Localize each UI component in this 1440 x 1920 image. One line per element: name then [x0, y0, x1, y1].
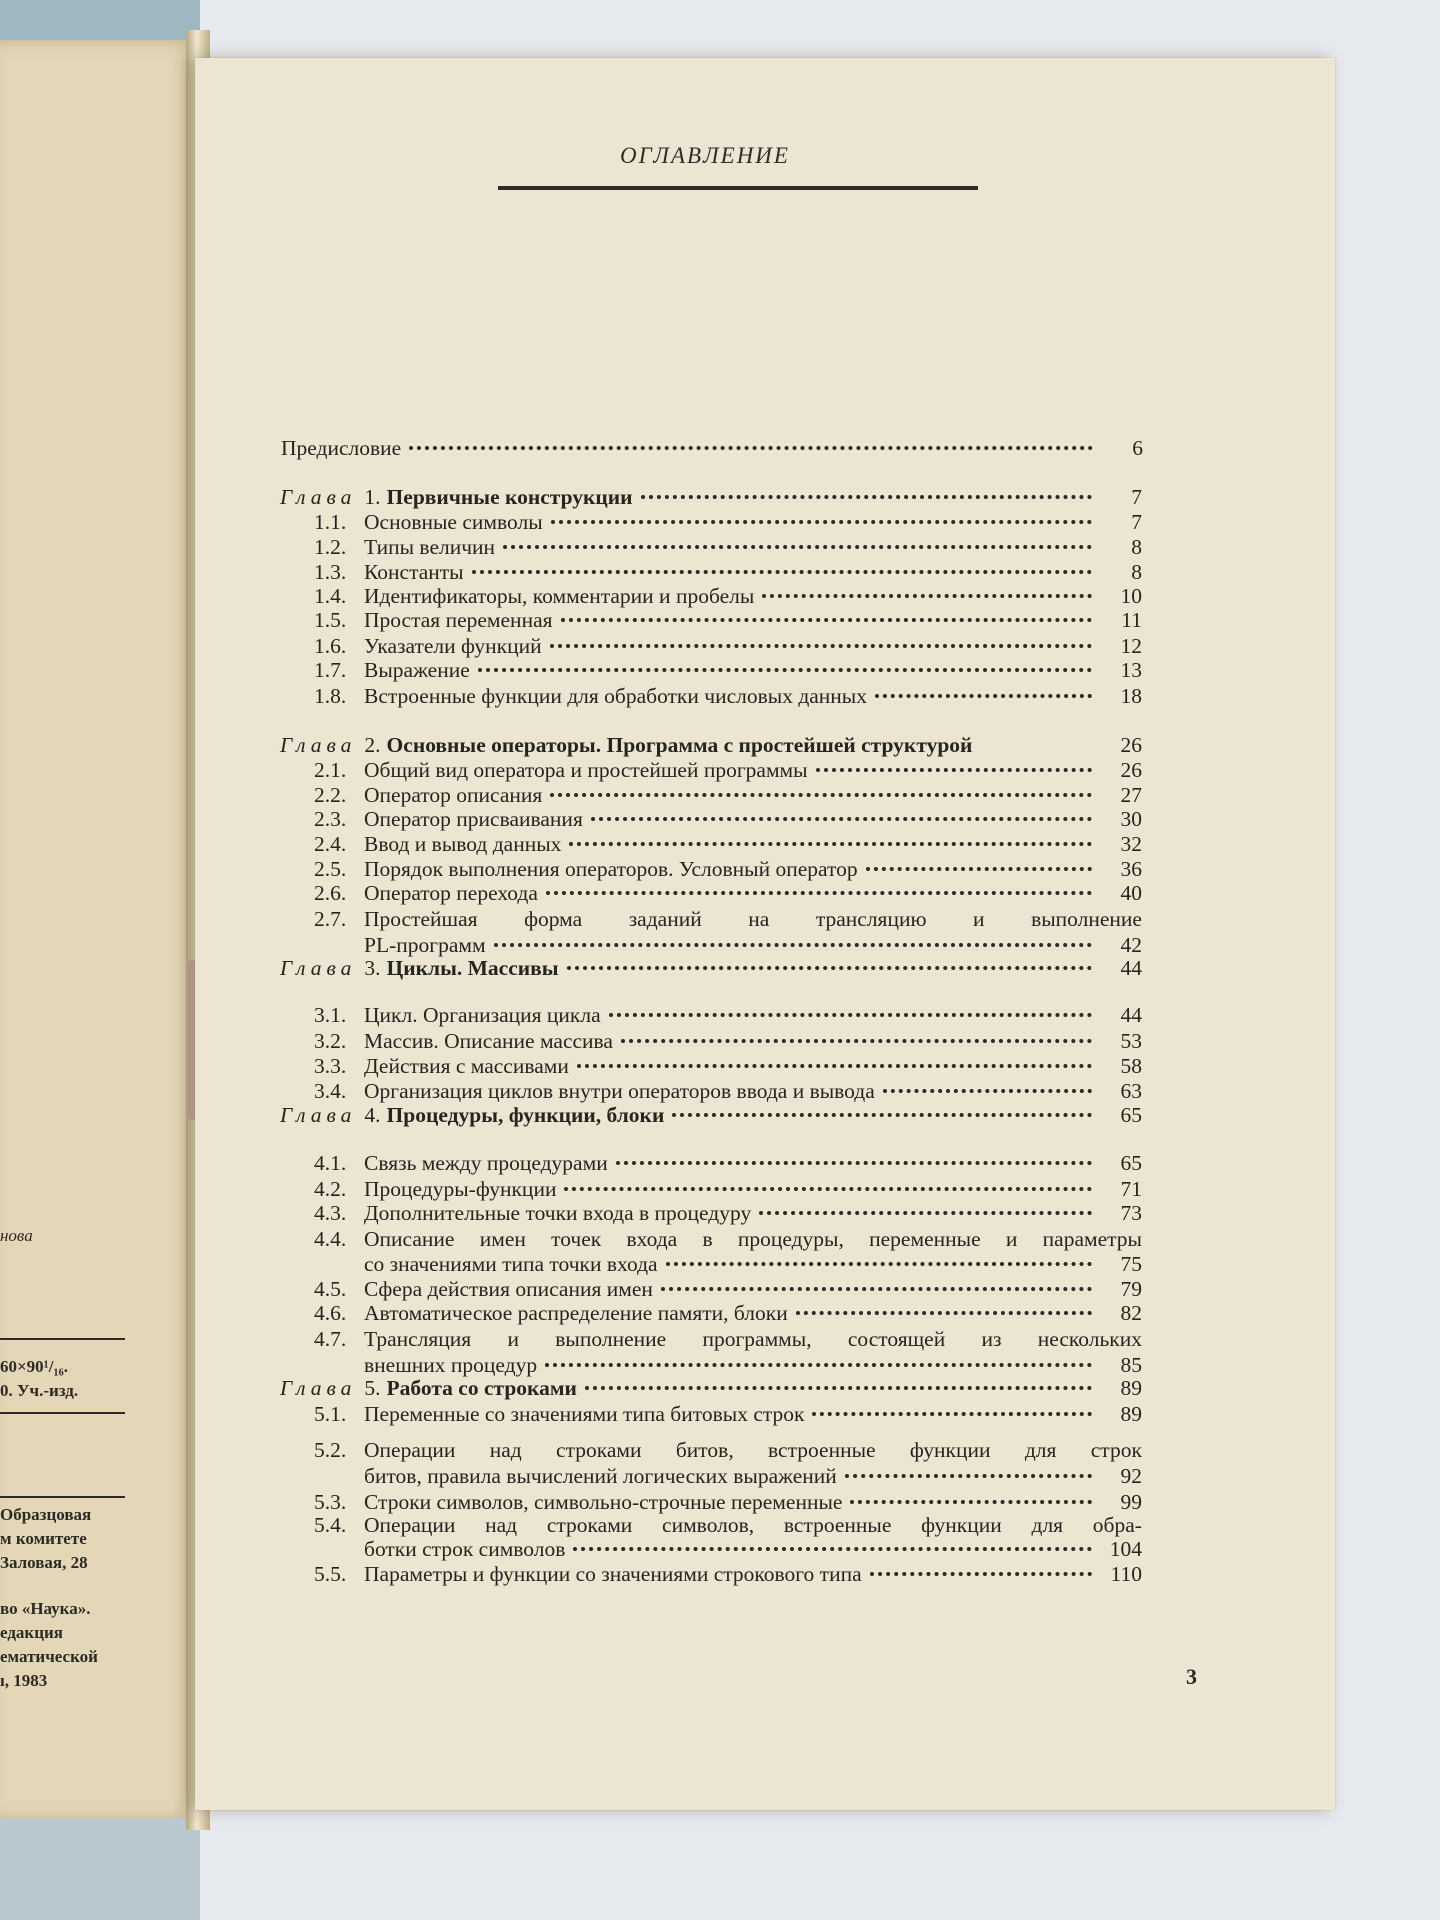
toc-chapter-row	[280, 733, 1142, 759]
section-number: 2.4.	[314, 832, 347, 856]
leader-dots	[472, 570, 1092, 574]
chapter-title: Работа со строками	[386, 1376, 577, 1400]
section-title	[364, 1438, 1142, 1463]
toc-page-number: 10	[1120, 584, 1142, 608]
section-number: 5.4.	[314, 1513, 347, 1537]
toc-section-row	[314, 658, 1142, 684]
section-title-word: Простейшая	[364, 907, 478, 931]
section-number: 5.2.	[314, 1438, 347, 1462]
section-title-word: имен	[479, 1227, 526, 1251]
leader-dots	[577, 1064, 1092, 1068]
section-title-word: обра-	[1092, 1513, 1142, 1537]
left-page-fragment: ематической	[0, 1647, 98, 1666]
toc-section-row	[314, 1277, 1142, 1303]
chapter-label: Глава	[280, 485, 357, 509]
leader-dots	[409, 446, 1093, 450]
section-title: Порядок выполнения операторов. Условный оператор	[364, 857, 858, 881]
section-title	[364, 1227, 1142, 1252]
toc-page-number: 53	[1120, 1029, 1142, 1053]
leader-dots	[816, 768, 1092, 772]
left-page-fragment: ı, 1983	[0, 1671, 48, 1690]
section-title-continued: ботки строк символов	[364, 1537, 566, 1561]
section-title-word: строками	[556, 1438, 642, 1462]
leader-dots	[762, 594, 1092, 598]
toc-page-number: 58	[1120, 1054, 1142, 1078]
toc-page-number: 7	[1131, 510, 1142, 534]
section-title: Строки символов, символьно-строчные переменные	[364, 1490, 843, 1514]
leader-dots	[573, 1547, 1092, 1551]
section-title: Встроенные функции для обработки числовых данных	[364, 684, 868, 708]
toc-section-row	[314, 584, 1142, 610]
leader-dots	[567, 966, 1092, 970]
chapter-title: Основные операторы. Программа с простейшей структурой	[386, 733, 973, 757]
section-title: Указатели функций	[364, 634, 542, 658]
toc-page-number: 42	[1120, 933, 1142, 957]
left-page-fragment: нова	[0, 1226, 33, 1245]
section-number: 4.2.	[314, 1177, 347, 1201]
leader-dots	[870, 1572, 1092, 1576]
leader-dots	[796, 1311, 1092, 1315]
chapter-number: 2.	[364, 733, 381, 757]
toc-section-row	[314, 1402, 1142, 1428]
section-title: Процедуры-функции	[364, 1177, 557, 1201]
section-title: Ввод и вывод данных	[364, 832, 562, 856]
section-number: 2.2.	[314, 783, 347, 807]
section-title	[364, 1513, 1142, 1538]
toc-chapter-row	[280, 485, 1142, 511]
section-title: Простая переменная	[364, 608, 553, 632]
left-facing-page	[0, 40, 201, 1820]
toc-section-row	[314, 832, 1142, 858]
toc-page-number: 71	[1120, 1177, 1142, 1201]
section-number: 5.1.	[314, 1402, 347, 1426]
leader-dots	[621, 1039, 1092, 1043]
toc-page-number: 79	[1120, 1277, 1142, 1301]
toc-section-row-continued	[364, 1252, 1142, 1278]
toc-page-number: 8	[1131, 560, 1142, 584]
toc-page-number: 7	[1131, 485, 1142, 509]
section-title: Связь между процедурами	[364, 1151, 608, 1175]
page-heading: ОГЛАВЛЕНИЕ	[620, 143, 790, 168]
section-title-word: строк	[1090, 1438, 1142, 1462]
section-title: Дополнительные точки входа в процедуру	[364, 1201, 752, 1225]
section-title-word: встроенные	[783, 1513, 892, 1537]
toc-section-row	[314, 634, 1142, 660]
toc-page-number: 12	[1120, 634, 1142, 658]
leader-dots	[672, 1113, 1092, 1117]
toc-section-row	[314, 783, 1142, 809]
leader-dots	[666, 1262, 1092, 1266]
toc-section-row	[314, 758, 1142, 784]
section-title: Переменные со значениями типа битовых строк	[364, 1402, 805, 1426]
toc-entry-title: Предисловие	[281, 436, 402, 460]
toc-section-row	[314, 1227, 1142, 1253]
section-title-continued: внешних процедур	[364, 1353, 538, 1377]
section-title: Сфера действия описания имен	[364, 1277, 653, 1301]
section-title-word: для	[1031, 1513, 1064, 1537]
section-title: Константы	[364, 560, 464, 584]
section-title-word: над	[485, 1513, 518, 1537]
section-title-word: состоящей	[847, 1327, 946, 1351]
section-number: 1.2.	[314, 535, 347, 559]
leader-dots	[478, 668, 1092, 672]
section-title-word: процедуры,	[737, 1227, 844, 1251]
toc-section-row	[314, 510, 1142, 536]
toc-page-number: 36	[1120, 857, 1142, 881]
section-number: 2.6.	[314, 881, 347, 905]
section-title-word: Трансляция	[364, 1327, 472, 1351]
section-title-word: битов,	[675, 1438, 734, 1462]
section-title-word: Операции	[364, 1513, 456, 1537]
toc-chapter-row	[280, 1103, 1142, 1129]
section-title-word: и	[973, 907, 985, 931]
section-number: 4.7.	[314, 1327, 347, 1351]
chapter-title: Первичные конструкции	[386, 485, 633, 509]
section-title-word: точек	[551, 1227, 602, 1251]
leader-dots	[609, 1013, 1092, 1017]
toc-page-number: 11	[1121, 608, 1142, 632]
section-number: 5.3.	[314, 1490, 347, 1514]
toc-section-row	[314, 857, 1142, 883]
section-title-word: встроенные	[768, 1438, 876, 1462]
toc-section-row-continued	[364, 1464, 1142, 1490]
toc-section-row	[314, 1054, 1142, 1080]
section-number: 3.1.	[314, 1003, 347, 1027]
section-number: 4.6.	[314, 1301, 347, 1325]
section-number: 1.5.	[314, 608, 347, 632]
toc-section-row	[314, 1079, 1142, 1105]
section-number: 1.1.	[314, 510, 347, 534]
toc-preface-row	[281, 436, 1143, 462]
toc-section-row	[314, 608, 1142, 634]
leader-dots	[494, 943, 1092, 947]
section-number: 5.5.	[314, 1562, 347, 1586]
toc-chapter-row	[280, 956, 1142, 982]
toc-section-row	[314, 1029, 1142, 1055]
section-number: 4.4.	[314, 1227, 347, 1251]
section-number: 2.1.	[314, 758, 347, 782]
section-number: 1.3.	[314, 560, 347, 584]
section-number: 2.3.	[314, 807, 347, 831]
toc-section-row	[314, 1513, 1142, 1539]
section-title-word: заданий	[628, 907, 702, 931]
section-title-word: на	[748, 907, 770, 931]
section-title-word: переменные	[869, 1227, 981, 1251]
toc-page-number: 89	[1120, 1402, 1142, 1426]
section-number: 1.6.	[314, 634, 347, 658]
book-cover-top-edge	[0, 0, 200, 40]
section-title-word: и	[1005, 1227, 1018, 1251]
page-number: 3	[1186, 1664, 1197, 1689]
toc-chapter-row	[280, 1376, 1142, 1402]
section-title: Выражение	[364, 658, 470, 682]
section-title-word: в	[702, 1227, 713, 1251]
leader-dots	[591, 817, 1092, 821]
toc-page-number: 32	[1120, 832, 1142, 856]
toc-page-number: 99	[1120, 1490, 1142, 1514]
leader-dots	[875, 694, 1092, 698]
section-number: 4.1.	[314, 1151, 347, 1175]
left-page-rule	[0, 1496, 125, 1498]
chapter-number: 3.	[364, 956, 381, 980]
leader-dots	[759, 1211, 1092, 1215]
toc-section-row	[314, 1177, 1142, 1203]
section-title-word: форма	[524, 907, 583, 931]
section-title-word: трансляцию	[815, 907, 927, 931]
section-title: Общий вид оператора и простейшей программы	[364, 758, 808, 782]
toc-section-row	[314, 535, 1142, 561]
toc-page-number: 44	[1120, 956, 1142, 980]
book-cover-bottom-edge	[0, 1818, 200, 1920]
toc-page-number: 104	[1109, 1537, 1142, 1561]
toc-section-row	[314, 1438, 1142, 1464]
section-title-word: параметры	[1042, 1227, 1142, 1251]
section-title-word: из	[981, 1327, 1002, 1351]
toc-page-number: 30	[1120, 807, 1142, 831]
section-title-continued: PL-программ	[364, 933, 486, 957]
toc-page-number: 82	[1120, 1301, 1142, 1325]
toc-page-number: 65	[1120, 1151, 1142, 1175]
toc-section-row	[314, 807, 1142, 833]
chapter-number: 4.	[364, 1103, 381, 1127]
left-page-rule	[0, 1412, 125, 1414]
toc-page-number: 26	[1120, 733, 1142, 757]
toc-section-row	[314, 1003, 1142, 1029]
section-number: 4.3.	[314, 1201, 347, 1225]
leader-dots	[550, 644, 1092, 648]
chapter-label: Глава	[280, 1376, 357, 1400]
toc-section-row	[314, 907, 1142, 933]
toc-section-row	[314, 1327, 1142, 1353]
section-number: 3.3.	[314, 1054, 347, 1078]
leader-dots	[883, 1089, 1092, 1093]
section-title-word: выполнение	[1031, 907, 1142, 931]
leader-dots	[550, 793, 1092, 797]
chapter-number: 1.	[364, 485, 381, 509]
section-number: 2.7.	[314, 907, 347, 931]
leader-dots	[569, 842, 1092, 846]
leader-dots	[503, 545, 1092, 549]
leader-dots	[564, 1187, 1092, 1191]
section-title: Основные символы	[364, 510, 543, 534]
section-title	[364, 907, 1142, 932]
leader-dots	[845, 1474, 1092, 1478]
toc-page-number: 73	[1120, 1201, 1142, 1225]
toc-section-row	[314, 1301, 1142, 1327]
leader-dots	[812, 1412, 1092, 1416]
leader-dots	[585, 1386, 1092, 1390]
section-title: Параметры и функции со значениями строкового типа	[364, 1562, 862, 1586]
section-number: 1.8.	[314, 684, 347, 708]
chapter-label: Глава	[280, 1103, 357, 1127]
left-page-fragment: 0. Уч.-изд.	[0, 1381, 79, 1400]
toc-page-number: 44	[1120, 1003, 1142, 1027]
chapter-title: Процедуры, функции, блоки	[386, 1103, 665, 1127]
left-page-fragment: едакция	[0, 1623, 64, 1642]
toc-page-number: 27	[1120, 783, 1142, 807]
leader-dots	[561, 618, 1092, 622]
section-title: Организация циклов внутри операторов ввода и вывода	[364, 1079, 875, 1103]
heading-rule	[498, 186, 978, 190]
section-title-word: символов,	[662, 1513, 755, 1537]
toc-section-row-continued	[364, 1537, 1142, 1563]
leader-dots	[641, 495, 1092, 499]
section-title-word: функции	[909, 1438, 991, 1462]
toc-page-number: 75	[1120, 1252, 1142, 1276]
section-title: Массив. Описание массива	[364, 1029, 613, 1053]
section-title-word: программы,	[702, 1327, 812, 1351]
section-number: 4.5.	[314, 1277, 347, 1301]
section-title-continued: со значениями типа точки входа	[364, 1252, 658, 1276]
section-number: 1.4.	[314, 584, 347, 608]
section-number: 3.2.	[314, 1029, 347, 1053]
left-page-fragment: Образцовая	[0, 1505, 92, 1524]
chapter-title: Циклы. Массивы	[386, 956, 559, 980]
section-title-word: Описание	[364, 1227, 455, 1251]
toc-section-row	[314, 1201, 1142, 1227]
chapter-label: Глава	[280, 956, 357, 980]
section-title-word: над	[489, 1438, 522, 1462]
section-title: Оператор присваивания	[364, 807, 583, 831]
toc-section-row	[314, 560, 1142, 586]
section-title: Автоматическое распределение памяти, блоки	[364, 1301, 788, 1325]
chapter-number: 5.	[364, 1376, 381, 1400]
toc-page-number: 85	[1120, 1353, 1142, 1377]
toc-section-row	[314, 1562, 1142, 1588]
left-page-fragment: 60×90¹/₁₆.	[0, 1357, 68, 1376]
section-title-word: выполнение	[555, 1327, 667, 1351]
section-title-word: Операции	[364, 1438, 456, 1462]
toc-page-number: 92	[1120, 1464, 1142, 1488]
leader-dots	[546, 891, 1092, 895]
section-title-continued: битов, правила вычислений логических выражений	[364, 1464, 837, 1488]
section-title	[364, 1327, 1142, 1352]
left-page-fragment: Заловая, 28	[0, 1553, 88, 1572]
section-title-word: нескольких	[1037, 1327, 1142, 1351]
left-page-fragment: во «Наука».	[0, 1599, 91, 1618]
section-number: 1.7.	[314, 658, 347, 682]
toc-page-number: 110	[1110, 1562, 1142, 1586]
leader-dots	[850, 1500, 1092, 1504]
section-title-word: для	[1024, 1438, 1057, 1462]
section-title: Цикл. Организация цикла	[364, 1003, 601, 1027]
toc-section-row	[314, 684, 1142, 710]
left-page-fragment: м комитете	[0, 1529, 87, 1548]
left-page-rule	[0, 1338, 125, 1340]
section-title-word: функции	[921, 1513, 1002, 1537]
toc-page-number: 65	[1120, 1103, 1142, 1127]
toc-page-number: 40	[1120, 881, 1142, 905]
section-title: Действия с массивами	[364, 1054, 569, 1078]
section-number: 2.5.	[314, 857, 347, 881]
leader-dots	[616, 1161, 1092, 1165]
leader-dots	[866, 867, 1092, 871]
section-title: Идентификаторы, комментарии и пробелы	[364, 584, 755, 608]
leader-dots	[661, 1287, 1092, 1291]
toc-page-number: 6	[1132, 436, 1143, 460]
section-title: Оператор описания	[364, 783, 543, 807]
toc-section-row	[314, 1151, 1142, 1177]
section-title-word: входа	[626, 1227, 678, 1251]
leader-dots	[545, 1363, 1092, 1367]
section-title-word: строками	[546, 1513, 633, 1537]
toc-section-row	[314, 881, 1142, 907]
toc-page-number: 89	[1120, 1376, 1142, 1400]
section-number: 3.4.	[314, 1079, 347, 1103]
toc-page-number: 26	[1120, 758, 1142, 782]
toc-page-number: 8	[1131, 535, 1142, 559]
section-title: Типы величин	[364, 535, 496, 559]
leader-dots	[551, 520, 1092, 524]
toc-page-number: 63	[1120, 1079, 1142, 1103]
section-title: Оператор перехода	[364, 881, 538, 905]
section-title-word: и	[507, 1327, 519, 1351]
toc-page-number: 13	[1120, 658, 1142, 682]
chapter-label: Глава	[280, 733, 357, 757]
toc-page-number: 18	[1120, 684, 1142, 708]
